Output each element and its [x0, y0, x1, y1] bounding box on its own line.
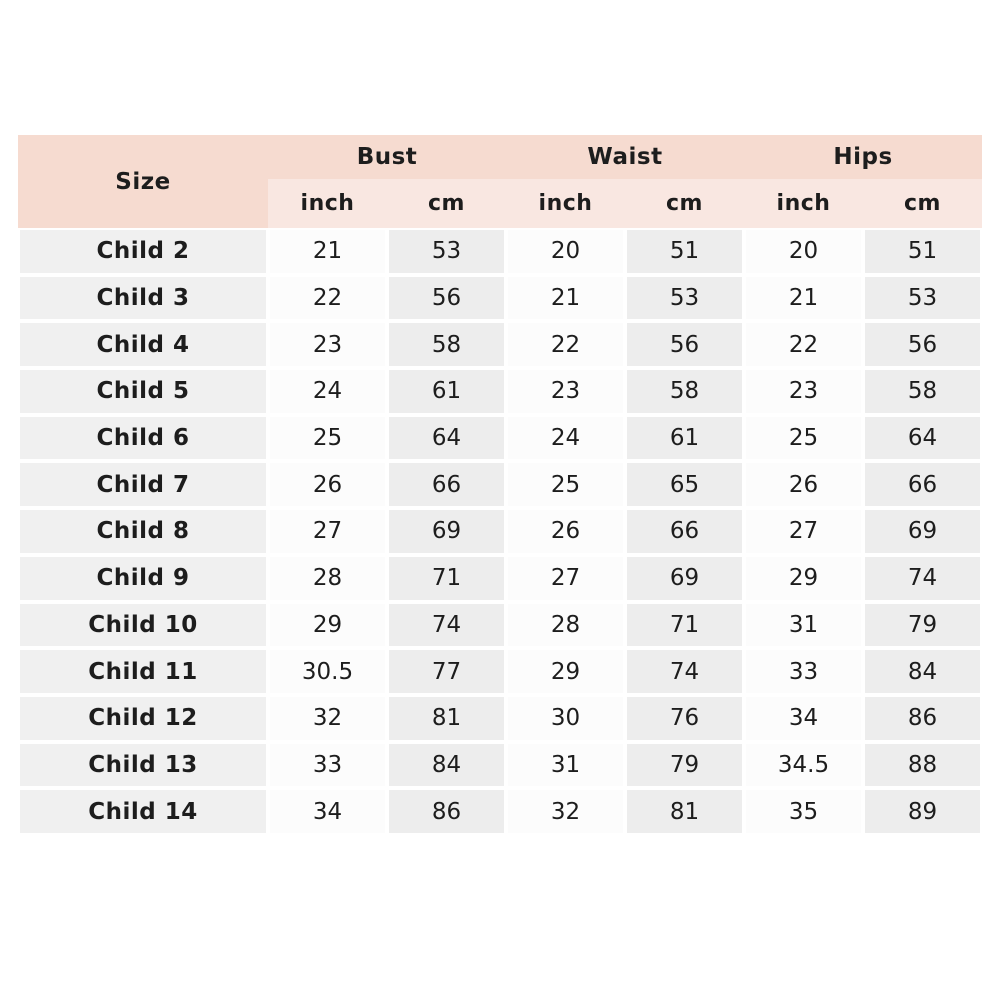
cm-value: 51: [627, 230, 742, 273]
measurement-cell: [506, 368, 625, 415]
cm-value: 58: [865, 370, 980, 413]
size-label: Child 8: [20, 510, 266, 553]
waist-inch-subheader: inch: [506, 179, 625, 228]
cm-value: 66: [865, 463, 980, 506]
inch-value: 26: [270, 463, 385, 506]
size-label: Child 7: [20, 463, 266, 506]
inch-value: 22: [746, 323, 861, 366]
table-row-size-cell: [18, 555, 268, 602]
measurement-cell: [506, 648, 625, 695]
inch-value: 23: [270, 323, 385, 366]
inch-value: 25: [270, 417, 385, 460]
cm-value: 86: [389, 790, 504, 833]
measurement-cell: [863, 228, 982, 275]
inch-value: 31: [508, 744, 623, 787]
inch-value: 29: [508, 650, 623, 693]
cm-value: 71: [627, 604, 742, 647]
measurement-cell: [863, 555, 982, 602]
cm-value: 76: [627, 697, 742, 740]
measurement-cell: [625, 648, 744, 695]
cm-value: 53: [865, 277, 980, 320]
measurement-cell: [387, 648, 506, 695]
inch-value: 23: [746, 370, 861, 413]
inch-value: 31: [746, 604, 861, 647]
waist-group-header: Waist: [506, 135, 744, 179]
inch-value: 29: [270, 604, 385, 647]
measurement-cell: [863, 275, 982, 322]
inch-value: 30: [508, 697, 623, 740]
measurement-cell: [744, 602, 863, 649]
measurement-cell: [268, 461, 387, 508]
cm-value: 56: [865, 323, 980, 366]
measurement-cell: [387, 228, 506, 275]
cm-value: 51: [865, 230, 980, 273]
measurement-cell: [625, 321, 744, 368]
inch-value: 34: [270, 790, 385, 833]
inch-value: 25: [746, 417, 861, 460]
measurement-cell: [625, 228, 744, 275]
measurement-cell: [506, 788, 625, 835]
table-row-size-cell: [18, 695, 268, 742]
measurement-cell: [387, 742, 506, 789]
size-label: Child 3: [20, 277, 266, 320]
measurement-cell: [744, 742, 863, 789]
measurement-cell: [744, 275, 863, 322]
measurement-cell: [625, 555, 744, 602]
inch-value: 21: [508, 277, 623, 320]
inch-value: 23: [508, 370, 623, 413]
cm-value: 81: [627, 790, 742, 833]
bust-group-header: Bust: [268, 135, 506, 179]
cm-value: 58: [389, 323, 504, 366]
size-label: Child 2: [20, 230, 266, 273]
measurement-cell: [625, 275, 744, 322]
table-row-size-cell: [18, 321, 268, 368]
inch-value: 28: [270, 557, 385, 600]
cm-value: 56: [389, 277, 504, 320]
size-label: Child 9: [20, 557, 266, 600]
inch-value: 35: [746, 790, 861, 833]
bust-inch-subheader: inch: [268, 179, 387, 228]
measurement-cell: [387, 368, 506, 415]
measurement-cell: [744, 695, 863, 742]
cm-value: 69: [389, 510, 504, 553]
cm-value: 69: [627, 557, 742, 600]
measurement-cell: [625, 695, 744, 742]
cm-value: 58: [627, 370, 742, 413]
inch-value: 27: [270, 510, 385, 553]
table-row-size-cell: [18, 461, 268, 508]
cm-value: 84: [865, 650, 980, 693]
measurement-cell: [863, 415, 982, 462]
measurement-cell: [268, 648, 387, 695]
measurement-cell: [744, 648, 863, 695]
table-row-size-cell: [18, 648, 268, 695]
measurement-cell: [268, 508, 387, 555]
cm-value: 66: [627, 510, 742, 553]
measurement-cell: [744, 555, 863, 602]
measurement-cell: [506, 695, 625, 742]
waist-cm-subheader: cm: [625, 179, 744, 228]
cm-value: 64: [389, 417, 504, 460]
measurement-cell: [863, 321, 982, 368]
cm-value: 77: [389, 650, 504, 693]
inch-value: 33: [746, 650, 861, 693]
cm-value: 74: [389, 604, 504, 647]
measurement-cell: [744, 461, 863, 508]
size-label: Child 14: [20, 790, 266, 833]
measurement-cell: [744, 228, 863, 275]
table-row-size-cell: [18, 228, 268, 275]
measurement-cell: [625, 368, 744, 415]
measurement-cell: [268, 275, 387, 322]
measurement-cell: [506, 321, 625, 368]
cm-value: 81: [389, 697, 504, 740]
measurement-cell: [506, 555, 625, 602]
measurement-cell: [506, 275, 625, 322]
measurement-cell: [387, 695, 506, 742]
measurement-cell: [625, 742, 744, 789]
measurement-cell: [863, 508, 982, 555]
measurement-cell: [625, 602, 744, 649]
inch-value: 21: [746, 277, 861, 320]
measurement-cell: [268, 742, 387, 789]
table-row-size-cell: [18, 742, 268, 789]
table-row-size-cell: [18, 275, 268, 322]
cm-value: 61: [389, 370, 504, 413]
table-row-size-cell: [18, 602, 268, 649]
measurement-cell: [863, 695, 982, 742]
measurement-cell: [387, 415, 506, 462]
bust-cm-subheader: cm: [387, 179, 506, 228]
measurement-cell: [744, 788, 863, 835]
measurement-cell: [863, 742, 982, 789]
cm-value: 88: [865, 744, 980, 787]
size-chart-table: [18, 135, 982, 835]
measurement-cell: [744, 508, 863, 555]
measurement-cell: [506, 602, 625, 649]
inch-value: 27: [746, 510, 861, 553]
measurement-cell: [268, 695, 387, 742]
inch-value: 34.5: [746, 744, 861, 787]
measurement-cell: [744, 415, 863, 462]
cm-value: 69: [865, 510, 980, 553]
measurement-cell: [506, 415, 625, 462]
measurement-cell: [863, 461, 982, 508]
inch-value: 20: [508, 230, 623, 273]
measurement-cell: [268, 602, 387, 649]
measurement-cell: [625, 508, 744, 555]
measurement-cell: [387, 508, 506, 555]
cm-value: 53: [389, 230, 504, 273]
inch-value: 34: [746, 697, 861, 740]
cm-value: 86: [865, 697, 980, 740]
hips-cm-subheader: cm: [863, 179, 982, 228]
cm-value: 74: [865, 557, 980, 600]
hips-inch-subheader: inch: [744, 179, 863, 228]
inch-value: 27: [508, 557, 623, 600]
cm-value: 89: [865, 790, 980, 833]
inch-value: 21: [270, 230, 385, 273]
cm-value: 64: [865, 417, 980, 460]
inch-value: 32: [270, 697, 385, 740]
inch-value: 28: [508, 604, 623, 647]
measurement-cell: [506, 508, 625, 555]
table-row-size-cell: [18, 415, 268, 462]
measurement-cell: [268, 368, 387, 415]
size-label: Child 4: [20, 323, 266, 366]
size-label: Child 13: [20, 744, 266, 787]
inch-value: 24: [508, 417, 623, 460]
measurement-cell: [268, 788, 387, 835]
cm-value: 79: [865, 604, 980, 647]
measurement-cell: [506, 461, 625, 508]
measurement-cell: [387, 321, 506, 368]
cm-value: 66: [389, 463, 504, 506]
measurement-cell: [387, 461, 506, 508]
inch-value: 29: [746, 557, 861, 600]
cm-value: 53: [627, 277, 742, 320]
size-label: Child 10: [20, 604, 266, 647]
size-column-header: Size: [18, 135, 268, 228]
inch-value: 24: [270, 370, 385, 413]
measurement-cell: [625, 415, 744, 462]
size-label: Child 6: [20, 417, 266, 460]
inch-value: 26: [508, 510, 623, 553]
cm-value: 65: [627, 463, 742, 506]
cm-value: 84: [389, 744, 504, 787]
inch-value: 30.5: [270, 650, 385, 693]
measurement-cell: [506, 228, 625, 275]
cm-value: 79: [627, 744, 742, 787]
measurement-cell: [863, 648, 982, 695]
cm-value: 61: [627, 417, 742, 460]
measurement-cell: [863, 368, 982, 415]
inch-value: 32: [508, 790, 623, 833]
cm-value: 71: [389, 557, 504, 600]
measurement-cell: [625, 788, 744, 835]
inch-value: 22: [508, 323, 623, 366]
measurement-cell: [744, 368, 863, 415]
measurement-cell: [268, 415, 387, 462]
size-label: Child 11: [20, 650, 266, 693]
measurement-cell: [744, 321, 863, 368]
size-label: Child 5: [20, 370, 266, 413]
inch-value: 26: [746, 463, 861, 506]
measurement-cell: [268, 555, 387, 602]
measurement-cell: [387, 602, 506, 649]
measurement-cell: [268, 228, 387, 275]
measurement-cell: [387, 788, 506, 835]
cm-value: 56: [627, 323, 742, 366]
measurement-cell: [863, 602, 982, 649]
measurement-cell: [506, 742, 625, 789]
table-row-size-cell: [18, 508, 268, 555]
hips-group-header: Hips: [744, 135, 982, 179]
measurement-cell: [625, 461, 744, 508]
measurement-cell: [387, 275, 506, 322]
size-label: Child 12: [20, 697, 266, 740]
measurement-cell: [268, 321, 387, 368]
inch-value: 25: [508, 463, 623, 506]
inch-value: 20: [746, 230, 861, 273]
table-row-size-cell: [18, 368, 268, 415]
inch-value: 33: [270, 744, 385, 787]
inch-value: 22: [270, 277, 385, 320]
table-row-size-cell: [18, 788, 268, 835]
measurement-cell: [863, 788, 982, 835]
cm-value: 74: [627, 650, 742, 693]
measurement-cell: [387, 555, 506, 602]
